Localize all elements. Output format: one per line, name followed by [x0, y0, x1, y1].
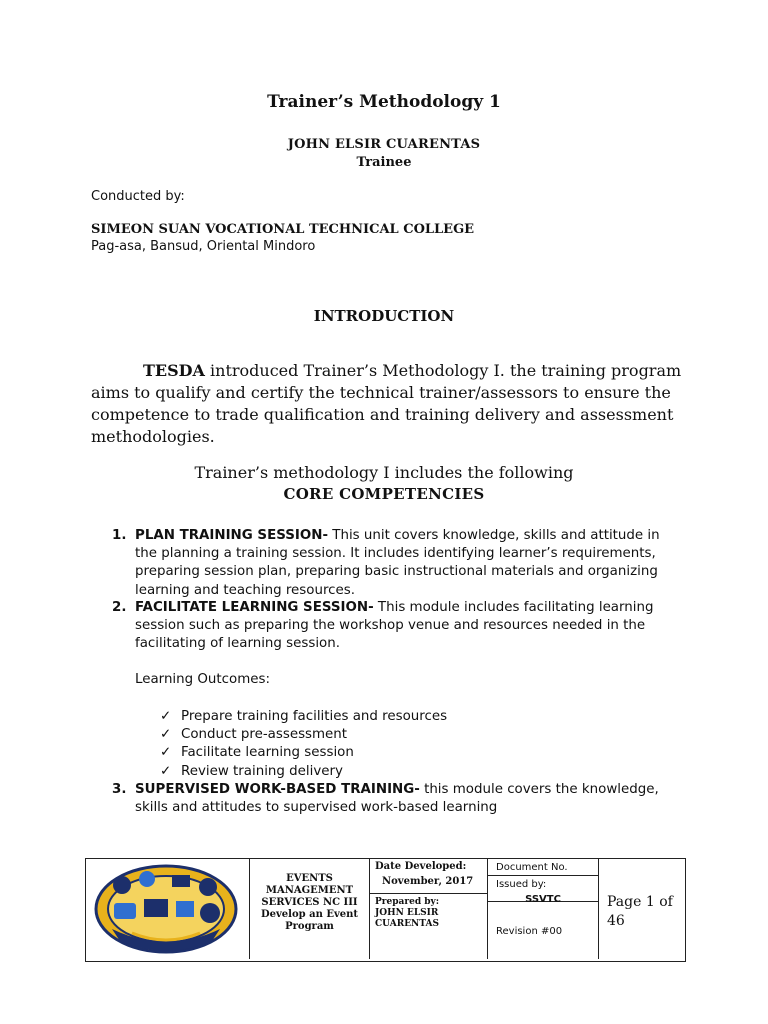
- list-item: [160, 744, 447, 762]
- page-total: 46: [607, 913, 625, 929]
- introduction-text: introduced Trainer’s Methodology I. the training program aims to qualify and certify the technical trainer/assessors to ensure the competence to trade qualification and training delivery and assessment methodologies.: [91, 361, 682, 446]
- issued-by-label: Issued by:: [496, 879, 547, 890]
- list-item: [160, 763, 447, 781]
- competency-title: FACILITATE LEARNING SESSION-: [135, 600, 374, 615]
- program-line: EVENTS: [286, 873, 333, 884]
- competency-number: 2.: [112, 600, 127, 615]
- list-item: [160, 708, 447, 726]
- learning-outcomes-list: [160, 708, 447, 781]
- issued-by-value: SSVTC: [525, 894, 561, 905]
- outcome-text: Conduct pre-assessment: [181, 727, 348, 743]
- page-number: Page 1 of: [607, 894, 673, 910]
- competency-text: [135, 527, 675, 600]
- competency-text: [135, 599, 675, 654]
- page-number-cell: [598, 859, 685, 959]
- date-label: Date Developed:: [375, 861, 467, 872]
- outcome-text: Review training delivery: [181, 763, 343, 779]
- tesda-lead: TESDA: [143, 361, 205, 380]
- program-line: MANAGEMENT: [265, 885, 354, 896]
- program-line: Develop an Event: [260, 909, 359, 920]
- competency-item: [112, 781, 672, 819]
- document-number-label: Document No.: [488, 859, 598, 876]
- program-cell: [249, 859, 369, 959]
- document-title: Trainer’s Methodology 1: [267, 92, 501, 112]
- competency-number: 3.: [112, 782, 127, 797]
- competency-description: this module covers the knowledge, skills and attitudes to supervised work-based learning: [135, 782, 659, 816]
- prepared-name: JOHN ELSIR: [375, 908, 439, 918]
- competency-title: PLAN TRAINING SESSION-: [135, 528, 329, 543]
- introduction-paragraph: [91, 360, 691, 448]
- program-line: SERVICES NC III: [261, 897, 358, 908]
- date-subcell: [370, 859, 487, 894]
- document-info-cell: [487, 859, 598, 959]
- college-name: SIMEON SUAN VOCATIONAL TECHNICAL COLLEGE: [91, 222, 475, 237]
- list-item: [160, 726, 447, 744]
- competency-item: [112, 527, 672, 599]
- document-footer-table: [85, 858, 686, 962]
- competency-text: [135, 781, 675, 817]
- competency-title: SUPERVISED WORK-BASED TRAINING-: [135, 782, 420, 797]
- check-icon: ✓: [160, 709, 172, 724]
- prepared-subcell: [375, 897, 439, 930]
- competency-description: This unit covers knowledge, skills and attitude in the planning a training session. It includes identifying learner’s requirements, preparing session plan, preparing basic instructional materials and organizing learning and teaching resources.: [135, 528, 660, 598]
- competency-description: This module includes facilitating learning session such as preparing the workshop venue and resources needed in the facilitating of learning session.: [135, 600, 654, 652]
- revision-number: Revision #00: [496, 926, 563, 937]
- check-icon: ✓: [160, 763, 172, 779]
- check-icon: ✓: [160, 727, 172, 743]
- outcome-text: Prepare training facilities and resources: [181, 709, 448, 724]
- program-line: Program: [285, 921, 334, 932]
- college-logo: [92, 863, 240, 955]
- trainee-role: Trainee: [356, 155, 412, 170]
- core-competencies-heading: CORE COMPETENCIES: [283, 485, 485, 503]
- competency-number: 1.: [112, 528, 127, 543]
- issued-by-subcell: [488, 876, 598, 905]
- trainee-name: JOHN ELSIR CUARENTAS: [287, 137, 481, 152]
- check-icon: ✓: [160, 745, 172, 761]
- date-value: November, 2017: [382, 876, 474, 887]
- competency-item: [112, 599, 672, 653]
- prepared-name: CUARENTAS: [375, 919, 439, 929]
- includes-line: Trainer’s methodology I includes the following: [194, 463, 574, 482]
- date-cell: [369, 859, 487, 959]
- introduction-heading: INTRODUCTION: [313, 307, 455, 325]
- learning-outcomes-label: Learning Outcomes:: [135, 672, 270, 687]
- conducted-by-label: Conducted by:: [91, 189, 185, 204]
- prepared-label: Prepared by:: [375, 897, 440, 907]
- college-address: Pag-asa, Bansud, Oriental Mindoro: [91, 239, 316, 254]
- outcome-text: Facilitate learning session: [181, 745, 354, 761]
